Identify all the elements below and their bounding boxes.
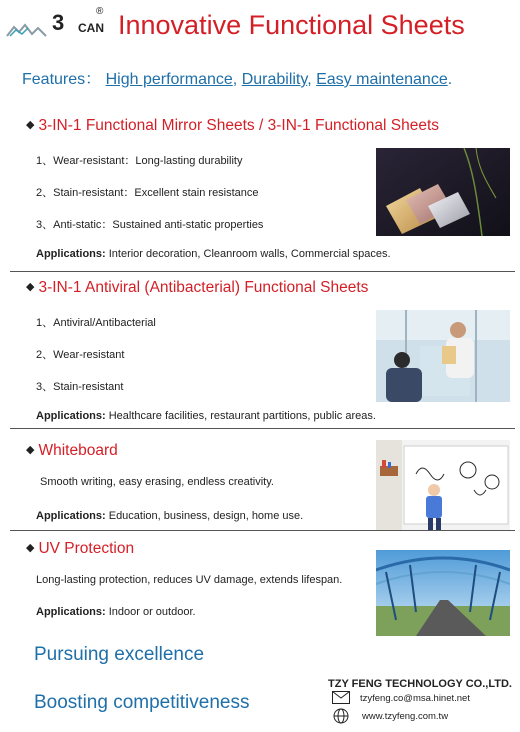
section-mirror-title: ◆ 3-IN-1 Functional Mirror Sheets / 3-IN-1 Functional Sheets: [26, 117, 440, 134]
logo-text-small: CAN: [78, 21, 104, 35]
logo-text: 3: [52, 10, 66, 35]
section-divider: [10, 428, 515, 429]
list-item: Long-lasting protection, reduces UV damage, extends lifespan.: [36, 574, 343, 586]
list-item: 1、Antiviral/Antibacterial: [36, 317, 156, 329]
feature-high-performance: High performance: [105, 71, 233, 88]
features-line: Features： High performance, Durability, Easy maintenance.: [22, 71, 453, 88]
page-title: Innovative Functional Sheets: [118, 10, 465, 40]
company-logo: [6, 8, 110, 44]
section-antiviral-title: ◆ 3-IN-1 Antiviral (Antibacterial) Functional Sheets: [26, 279, 369, 296]
registered-mark: ®: [96, 6, 104, 17]
list-item: 2、Stain-resistant：Excellent stain resistance: [36, 187, 259, 199]
diamond-bullet-icon: ◆: [26, 542, 35, 554]
contact-website[interactable]: www.tzyfeng.com.tw: [362, 711, 449, 722]
section-uv-title: ◆ UV Protection: [26, 540, 135, 557]
whiteboard-photo: [376, 440, 510, 530]
section-applications: Applications: Indoor or outdoor.: [36, 606, 196, 618]
diamond-bullet-icon: ◆: [26, 444, 35, 456]
antiviral-sheets-photo: [376, 310, 510, 402]
list-item: 1、Wear-resistant：Long-lasting durability: [36, 155, 243, 167]
section-divider: [10, 530, 515, 531]
feature-durability: Durability: [241, 71, 308, 88]
list-item: Smooth writing, easy erasing, endless creativity.: [40, 476, 274, 488]
uv-protection-photo: [376, 550, 510, 636]
list-item: 3、Anti-static：Sustained anti-static properties: [36, 219, 264, 231]
company-name: TZY FENG TECHNOLOGY CO.,LTD.: [328, 678, 512, 690]
diamond-bullet-icon: ◆: [26, 119, 35, 131]
list-item: 2、Wear-resistant: [36, 349, 125, 361]
section-applications: Applications: Interior decoration, Cleanroom walls, Commercial spaces.: [36, 248, 391, 260]
section-whiteboard-title: ◆ Whiteboard: [26, 442, 118, 459]
diamond-bullet-icon: ◆: [26, 281, 35, 293]
slogan-pursuing-excellence: Pursuing excellence: [34, 644, 205, 665]
mirror-sheets-photo: [376, 148, 510, 236]
slogan-boosting-competitiveness: Boosting competitiveness: [34, 692, 250, 713]
envelope-icon: [332, 691, 350, 709]
section-divider: [10, 271, 515, 272]
globe-icon: [333, 708, 349, 729]
contact-email[interactable]: tzyfeng.co@msa.hinet.net: [360, 693, 470, 704]
features-label: Features：: [22, 71, 102, 88]
list-item: 3、Stain-resistant: [36, 381, 124, 393]
section-applications: Applications: Healthcare facilities, restaurant partitions, public areas.: [36, 410, 376, 422]
mountain-logo-icon: [6, 22, 50, 38]
section-applications: Applications: Education, business, design, home use.: [36, 510, 304, 522]
feature-easy-maintenance: Easy maintenance: [316, 71, 448, 88]
